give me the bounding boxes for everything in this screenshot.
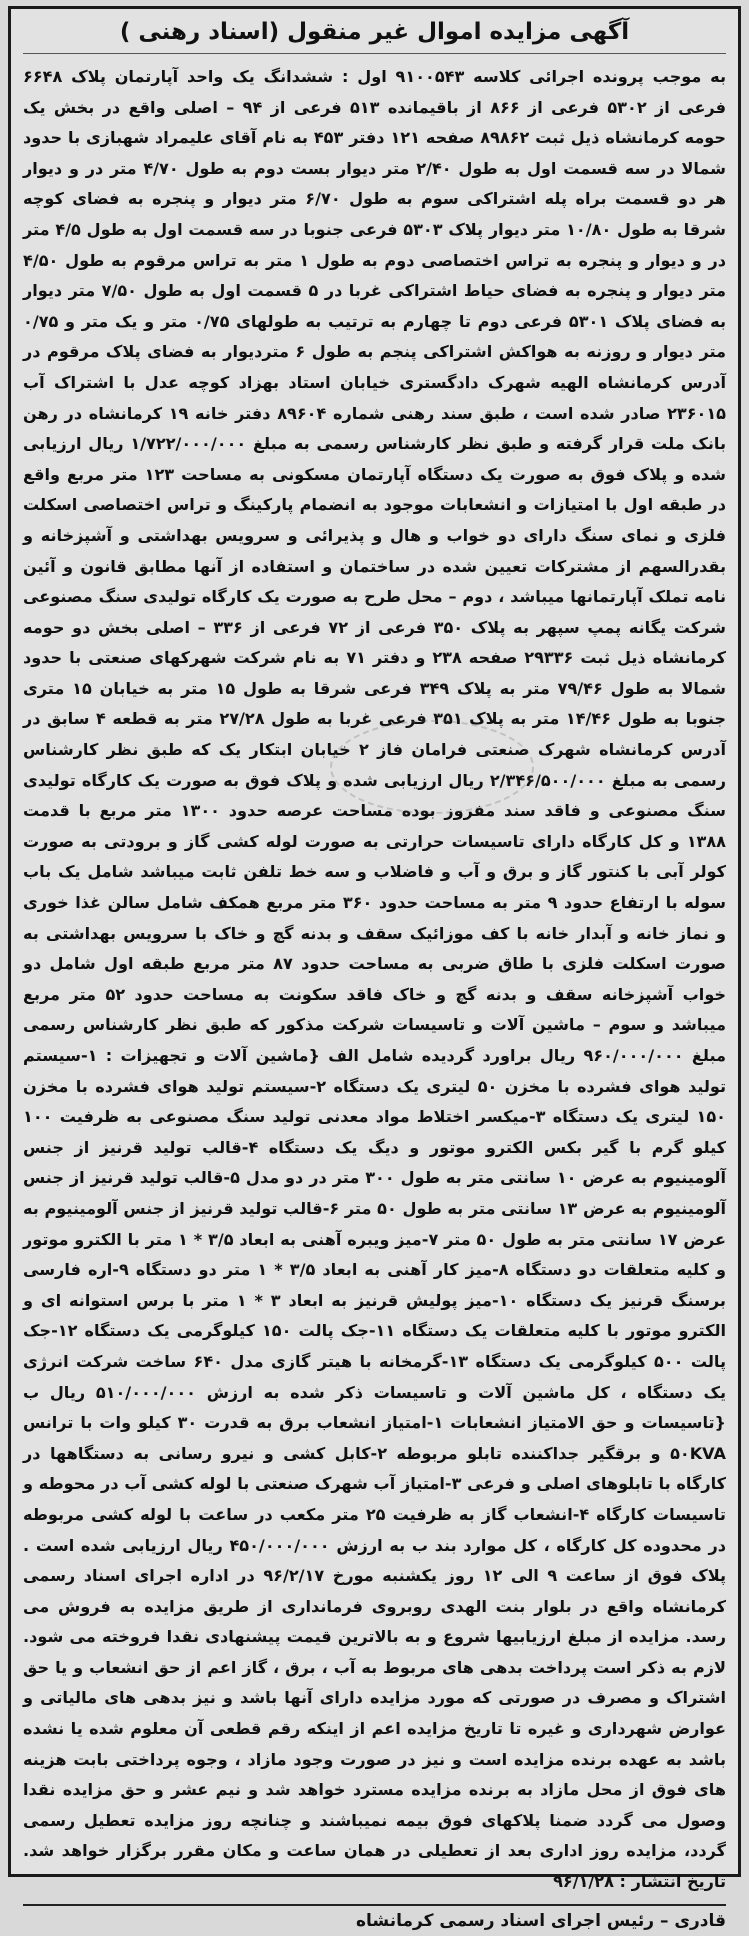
notice-body: به موجب پرونده اجرائی کلاسه ۹۱۰۰۵۴۳ اول : ششدانگ یک واحد آپارتمان پلاک ۶۶۴۸ فرعی از ۵۳۰۲ فرعی از ۸۶۶ از باقیمانده ۵۱۳ فرعی از ۹۴ – اصلی واقع در بخش یک حومه کرمانشاه ذیل ثبت ۸۹۸۶۲ صفحه ۱۲۱ دفتر ۴۵۳ به نام آقای علیمراد شهبازی با حدود شمالا در سه قسمت اول به طول ۲/۴۰ متر دیوار بست دوم به طول ۴/۷۰ متر در و دیوار هر دو قسمت براه پله اشتراکی سوم به طول ۶/۷۰ متر دیوار و پنجره به فضای کوچه شرقا به طول ۱۰/۸۰ متر دیوار پلاک ۵۳۰۳ فرعی جنوبا در سه قسمت اول به طول ۴/۵ متر در و دیوار و پنجره به تراس اختصاصی دوم به طول ۱ متر به تراس مرقوم به طول ۴/۵۰ متر دیوار و پنجره به فضای حیاط اشتراکی غربا در ۵ قسمت اول به طول ۷/۵۰ متر دیوار به فضای پلاک ۵۳۰۱ فرعی دوم تا چهارم به ترتیب به طولهای ۰/۷۵ متر و یک متر و ۰/۷۵ متر دیوار و روزنه به هواکش اشتراکی پنجم به طول ۶ متردیوار به فضای پلاک مرقوم در آدرس کرمانشاه الهیه شهرک دادگستری خیابان استاد بهزاد کوچه عدل با اشتراک آب ۲۳۶۰۱۵ صادر شده است ، طبق سند رهنی شماره ۸۹۶۰۴ دفتر خانه ۱۹ کرمانشاه در رهن بانک ملت قرار گرفته و طبق نظر کارشناس رسمی به مبلغ ۱/۷۲۲/۰۰۰/۰۰۰ ریال ارزیابی شده و پلاک فوق به صورت یک دستگاه آپارتمان مسکونی به مساحت ۱۲۳ متر مربع واقع در طبقه اول با امتیازات و انشعابات موجود به انضمام پارکینگ و تراس اختصاصی اسکلت فلزی و نمای سنگ دارای دو خواب و هال و پذیرائی و سرویس بهداشتی و آشپزخانه و بقدرالسهم از مشترکات تعیین شده در ساختمان و استفاده از آنها مطابق قانون و آئین نامه تملک آپارتمانها میباشد ، دوم – محل طرح به صورت یک کارگاه تولیدی سنگ مصنوعی شرکت یگانه پمپ سپهر به پلاک ۳۵۰ فرعی از ۷۲ فرعی از ۳۳۶ – اصلی بخش دو حومه کرمانشاه ذیل ثبت ۲۹۳۳۶ صفحه ۲۳۸ و دفتر ۷۱ به نام شرکت شهرکهای صنعتی با حدود شمالا به طول ۷۹/۴۶ متر به پلاک ۳۴۹ فرعی شرقا به طول ۱۵ متر به خیابان ۱۵ متری جنوبا به طول ۱۴/۴۶ متر به پلاک ۳۵۱ فرعی غربا به طول ۲۷/۲۸ متر به قطعه ۴ سابق در آدرس کرمانشاه شهرک صنعتی فرامان فاز ۲ خیابان ابتکار یک که طبق نظر کارشناس رسمی به مبلغ ۲/۳۴۶/۵۰۰/۰۰۰ ریال ارزیابی شده و پلاک فوق به صورت یک کارگاه تولیدی سنگ مصنوعی و فاقد سند مفروز بوده مساحت عرصه حدود ۱۳۰۰ متر مربع با قدمت ۱۳۸۸ و کل کارگاه دارای تاسیسات حرارتی به صورت لوله کشی گاز و برودتی به صورت کولر آبی با کنتور گاز و برق و آب و فاضلاب و سه خط تلفن ثابت میباشد شامل یک باب سوله با ارتفاع حدود ۹ متر به مساحت حدود ۳۶۰ متر مربع همکف شامل سالن غذا خوری و نماز خانه و آبدار خانه با کف موزائیک سقف و بدنه گچ و خاک با سرویس بهداشتی به صورت اسکلت فلزی با طاق ضربی به مساحت حدود ۸۷ متر مربع طبقه اول شامل دو خواب آشپزخانه سقف و بدنه گچ و خاک فاقد سکونت به مساحت حدود ۵۲ متر مربع میباشد و سوم – ماشین آلات و تاسیسات شرکت مذکور که طبق نظر کارشناس رسمی مبلغ ۹۶۰/۰۰۰/۰۰۰ ریال براورد گردیده شامل الف {ماشین آلات و تجهیزات : ۱-سیستم تولید هوای فشرده با مخزن ۵۰ لیتری یک دستگاه ۲-سیستم تولید هوای فشرده با مخزن ۱۵۰ لیتری یک دستگاه ۳-میکسر اختلاط مواد معدنی تولید سنگ مصنوعی به ظرفیت ۱۰۰ کیلو گرم با گیر بکس الکترو موتور و دیگ یک دستگاه ۴-قالب تولید قرنیز از جنس آلومینیوم به عرض ۱۰ سانتی متر به طول ۳۰۰ متر در دو مدل ۵-قالب تولید قرنیز از جنس آلومینیوم به عرض ۱۳ سانتی متر به طول ۵۰ متر ۶-قالب تولید قرنیز از جنس آلومینیوم به عرض ۱۷ سانتی متر به طول ۵۰ متر ۷-میز ویبره آهنی به ابعاد ۳/۵ * ۱ متر با الکترو موتور و کلیه متعلقات دو دستگاه ۸-میز کار آهنی به ابعاد ۳/۵ * ۱ متر دو دستگاه ۹-اره فارسی برسنگ قرنیز یک دستگاه ۱۰-میز پولیش قرنیز به ابعاد ۳ * ۱ متر با برس استوانه ای و الکترو موتور با کلیه متعلقات یک دستگاه ۱۱-جک پالت ۱۵۰ کیلوگرمی یک دستگاه ۱۲-جک پالت ۵۰۰ کیلوگرمی یک دستگاه ۱۳-گرمخانه با هیتر گازی مدل ۶۴۰ ساخت شرکت انرژی یک دستگاه ، کل ماشین آلات و تاسیسات ذکر شده به ارزش ۵۱۰/۰۰۰/۰۰۰ ریال ب {تاسیسات و حق الامتیاز انشعابات ۱-امتیاز انشعاب برق به قدرت ۳۰ کیلو وات با ترانس ۵۰KVA و برقگیر جداکننده تابلو مربوطه ۲-کابل کشی و نیرو رسانی به دستگاهها در کارگاه با تابلوهای اصلی و فرعی ۳-امتیاز آب شهرک صنعتی با لوله کشی آب در محوطه و تاسیسات کارگاه ۴-انشعاب گاز به ظرفیت ۲۵ متر مکعب در ساعت با لوله کشی مربوطه در محدوده کل کارگاه ، کل موارد بند ب به ارزش ۴۵۰/۰۰۰/۰۰۰ ریال ارزیابی شده است . پلاک فوق از ساعت ۹ الی ۱۲ روز یکشنبه مورخ ۹۶/۲/۱۷ در اداره اجرای اسناد رسمی کرمانشاه واقع در بلوار بنت الهدی روبروی فرمانداری از طریق مزایده به فروش می رسد. مزایده از مبلغ ارزیابیها شروع و به بالاترین قیمت پیشنهادی نقدا فروخته می شود. لازم به ذکر است پرداخت بدهی های مربوط به آب ، برق ، گاز اعم از حق انشعاب و یا حق اشتراک و مصرف در صورتی که مورد مزایده دارای آنها باشد و نیز بدهی های مالیاتی و عوارض شهرداری و غیره تا تاریخ مزایده اعم از اینکه رقم قطعی آن معلوم شده یا نشده باشد به عهده برنده مزایده است و نیز در صورت وجود مازاد ، وجوه پرداختی بابت هزینه های فوق از محل مازاد به برنده مزایده مسترد خواهد شد و نیم عشر و حق مزایده نقدا وصول می گردد ضمنا پلاکهای فوق بیمه نمیباشند و چنانچه روز مزایده تعطیل رسمی گردد، مزایده روز اداری بعد از تعطیلی در همان ساعت و مکان مقرر برگزار خواهد شد. تاریخ انتشار : ۹۶/۱/۲۸ — [23, 67, 727, 1892]
notice-signature: قادری – رئیس اجرای اسناد رسمی کرمانشاه — [23, 1904, 726, 1936]
notice-frame — [8, 6, 741, 1931]
notice-title: آگهی مزایده اموال غیر منقول (اسناد رهنی ) — [23, 15, 726, 54]
